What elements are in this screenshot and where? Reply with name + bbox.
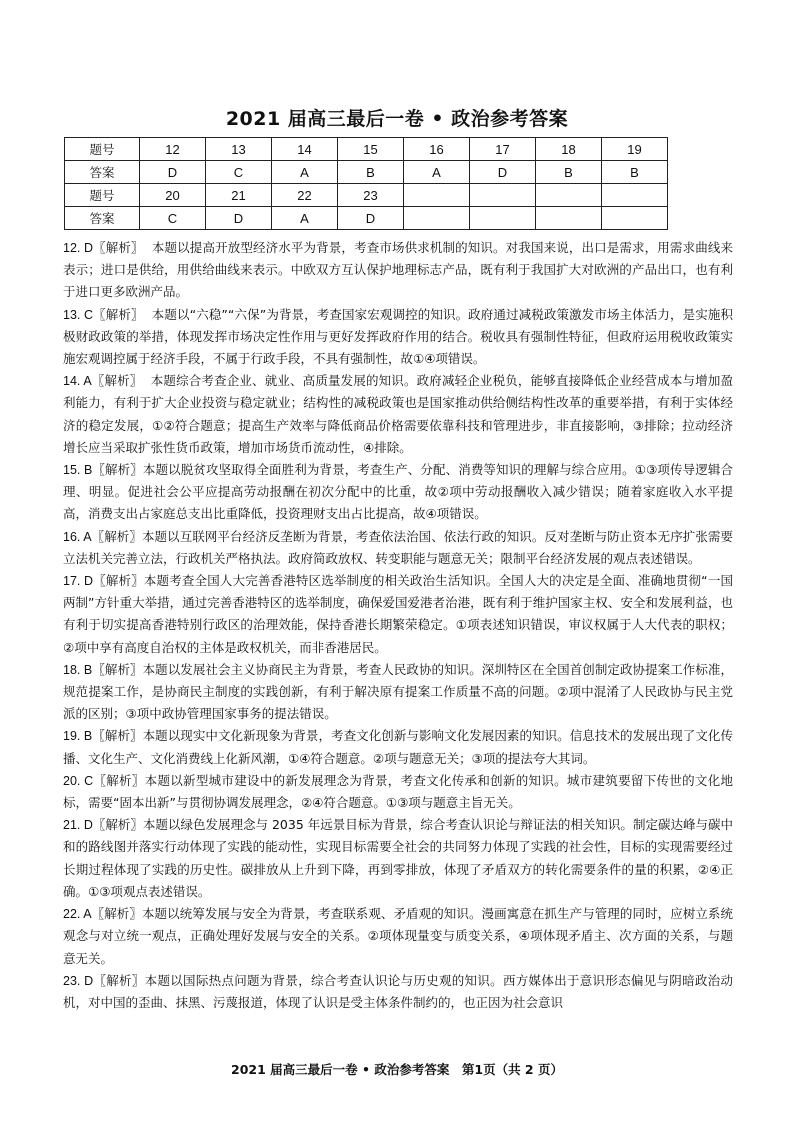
table-cell <box>602 184 668 207</box>
explanation-text: 本题以互联网平台经济反垄断为背景，考查依法治国、依法行政的知识。反对垄断与防止资本无序扩张需要立法机关完善立法，行政机关严格执法。政府简政放权、转变职能与题意无关；限制平台经济发展的观点表述错误。 <box>63 528 733 566</box>
explanation-20 <box>63 770 733 814</box>
answer-label: 16. A〖解析〗 <box>63 529 142 544</box>
explanation-text: 本题以绿色发展理念与 2035 年远景目标为背景，综合考查认识论与辩证法的相关知识。制定碳达峰与碳中和的路线图并落实行动体现了实践的能动性，实现目标需要全社会的共同努力体现了实践的社会性，目标的实现需要经过长期过程体现了实践的历史性。碳排放从上升到下降，再到零排放，体现了矛盾双方的转化需要条件的量的积累，②④正确。①③项观点表述错误。 <box>63 817 733 899</box>
table-cell: 13 <box>206 138 272 161</box>
table-row <box>65 161 668 184</box>
explanation-18 <box>63 659 733 726</box>
table-cell: A <box>272 207 338 230</box>
explanation-19 <box>63 725 733 769</box>
answer-label: 23. D〖解析〗 <box>63 973 145 988</box>
explanation-text: 本题以发展社会主义协商民主为背景，考查人民政协的知识。深圳特区在全国首创制定政协提案工作标准，规范提案工作，是协商民主制度的实践创新，有利于解决原有提案工作质量不高的问题。②项中混淆了人民政协与民主党派的区别；③项中政协管理国家事务的提法错误。 <box>63 661 733 722</box>
table-cell: D <box>140 161 206 184</box>
table-cell: B <box>602 161 668 184</box>
answer-label: 18. B〖解析〗 <box>63 662 143 677</box>
table-cell: A <box>404 161 470 184</box>
table-row <box>65 207 668 230</box>
explanation-17 <box>63 570 733 659</box>
explanation-22 <box>63 903 733 970</box>
table-cell: 15 <box>338 138 404 161</box>
table-header-cell: 题号 <box>65 138 140 161</box>
table-cell: 20 <box>140 184 206 207</box>
explanation-14 <box>63 370 733 459</box>
table-cell: A <box>272 161 338 184</box>
table-row <box>65 138 668 161</box>
table-cell <box>602 207 668 230</box>
table-cell <box>470 184 536 207</box>
answer-label: 20. C〖解析〗 <box>63 773 145 788</box>
explanation-text: 本题以现实中文化新现象为背景，考查文化创新与影响文化发展因素的知识。信息技术的发展出现了文化传播、文化生产、文化消费线上化新风潮，①④符合题意。②项与题意无关；③项的提法夸大其词。 <box>63 728 733 766</box>
page-footer: 2021 届高三最后一卷 • 政治参考答案 第1页（共 2 页） <box>231 1062 563 1077</box>
table-cell: B <box>338 161 404 184</box>
explanation-16 <box>63 526 733 570</box>
answer-label: 14. A〖解析〗 <box>63 374 143 389</box>
page-title: 2021 届高三最后一卷 • 政治参考答案 <box>225 108 569 130</box>
table-header-cell: 题号 <box>65 184 140 207</box>
explanation-13 <box>63 304 733 371</box>
table-cell: D <box>470 161 536 184</box>
table-header-cell: 答案 <box>65 161 140 184</box>
answer-label: 17. D〖解析〗 <box>63 574 144 589</box>
answer-table <box>64 137 668 230</box>
table-cell: D <box>206 207 272 230</box>
answer-label: 19. B〖解析〗 <box>63 729 143 744</box>
table-cell: B <box>536 161 602 184</box>
explanations <box>63 237 733 1014</box>
explanation-text: 本题以“六稳”“六保”为背景，考查国家宏观调控的知识。政府通过减税政策激发市场主体活力，是实施积极财政政策的举措，体现发挥市场决定性作用与更好发挥政府作用的结合。税收具有强制性特征，但政府运用税收政策实施宏观调控属于经济手段，不属于行政手段，不具有强制性，故①④项错误。 <box>63 306 733 367</box>
table-row <box>65 184 668 207</box>
explanation-text: 本题考查全国人大完善香港特区选举制度的相关政治生活知识。全国人大的决定是全面、准确地贯彻“一国两制”方针重大举措，通过完善香港特区的选举制度，确保爱国爱港者治港，既有利于维护国家主权、安全和发展利益，也有利于切实提高香港特别行政区的治理效能，保持香港长期繁荣稳定。①项表述知识错误，审议权属于人大代表的职权；②项中享有高度自治权的主体是政权机关，而非香港居民。 <box>63 573 733 655</box>
table-cell: 19 <box>602 138 668 161</box>
explanation-12 <box>63 237 733 304</box>
table-cell: 16 <box>404 138 470 161</box>
table-cell <box>536 184 602 207</box>
table-cell: 14 <box>272 138 338 161</box>
table-cell <box>404 207 470 230</box>
answer-label: 15. B〖解析〗 <box>63 463 143 478</box>
explanation-21 <box>63 814 733 903</box>
explanation-15 <box>63 459 733 526</box>
explanation-text: 本题以新型城市建设中的新发展理念为背景，考查文化传承和创新的知识。城市建筑要留下传世的文化地标，需要“固本出新”与贯彻协调发展理念，②④符合题意。①③项与题意主旨无关。 <box>63 772 733 811</box>
table-cell: 18 <box>536 138 602 161</box>
table-cell <box>470 207 536 230</box>
answer-label: 12. D〖解析〗 <box>63 241 144 255</box>
table-cell: D <box>338 207 404 230</box>
answer-label: 22. A〖解析〗 <box>63 907 142 922</box>
table-cell: 21 <box>206 184 272 207</box>
answer-label: 13. C〖解析〗 <box>63 307 144 322</box>
table-cell: C <box>206 161 272 184</box>
explanation-23 <box>63 970 733 1014</box>
table-header-cell: 答案 <box>65 207 140 230</box>
table-cell <box>404 184 470 207</box>
table-cell <box>536 207 602 230</box>
table-cell: 23 <box>338 184 404 207</box>
explanation-text: 本题以提高开放型经济水平为背景，考查市场供求机制的知识。对我国来说，出口是需求，用需求曲线来表示；进口是供给，用供给曲线来表示。中欧双方互认保护地理标志产品，既有利于我国扩大对欧洲的产品出口，也有利于进口更多欧洲产品。 <box>63 240 733 300</box>
table-cell: 17 <box>470 138 536 161</box>
explanation-text: 本题以统筹发展与安全为背景，考查联系观、矛盾观的知识。漫画寓意在抓生产与管理的同时，应树立系统观念与对立统一观点，正确处理好发展与安全的关系。②项体现量变与质变关系，④项体现矛盾主、次方面的关系，与题意无关。 <box>63 906 733 966</box>
table-cell: C <box>140 207 206 230</box>
table-cell: 12 <box>140 138 206 161</box>
answer-label: 21. D〖解析〗 <box>63 818 143 833</box>
explanation-text: 本题以国际热点问题为背景，综合考查认识论与历史观的知识。西方媒体出于意识形态偏见与阴暗政治动机，对中国的歪曲、抹黑、污蔑报道，体现了认识是受主体条件制约的，也正因为社会意识 <box>63 972 733 1010</box>
table-cell: 22 <box>272 184 338 207</box>
explanation-text: 本题以脱贫攻坚取得全面胜利为背景，考查生产、分配、消费等知识的理解与综合应用。①③项传导逻辑合理、明显。促进社会公平应提高劳动报酬在初次分配中的比重，故②项中劳动报酬收入减少错误；随着家庭收入水平提高，消费支出占家庭总支出比重降低，投资理财支出占比提高，故④项错误。 <box>63 462 734 522</box>
explanation-text: 本题综合考查企业、就业、高质量发展的知识。政府减轻企业税负，能够直接降低企业经营成本与增加盈利能力，有利于扩大企业投资与稳定就业；结构性的减税政策也是国家推动供给侧结构性改革的重要举措，有利于实体经济的稳定发展，①②符合题意；提高生产效率与降低商品价格需要依靠科技和管理进步，非直接影响，③排除；拉动经济增长应当采取扩张性货币政策，增加市场货币流动性，④排除。 <box>63 373 733 455</box>
